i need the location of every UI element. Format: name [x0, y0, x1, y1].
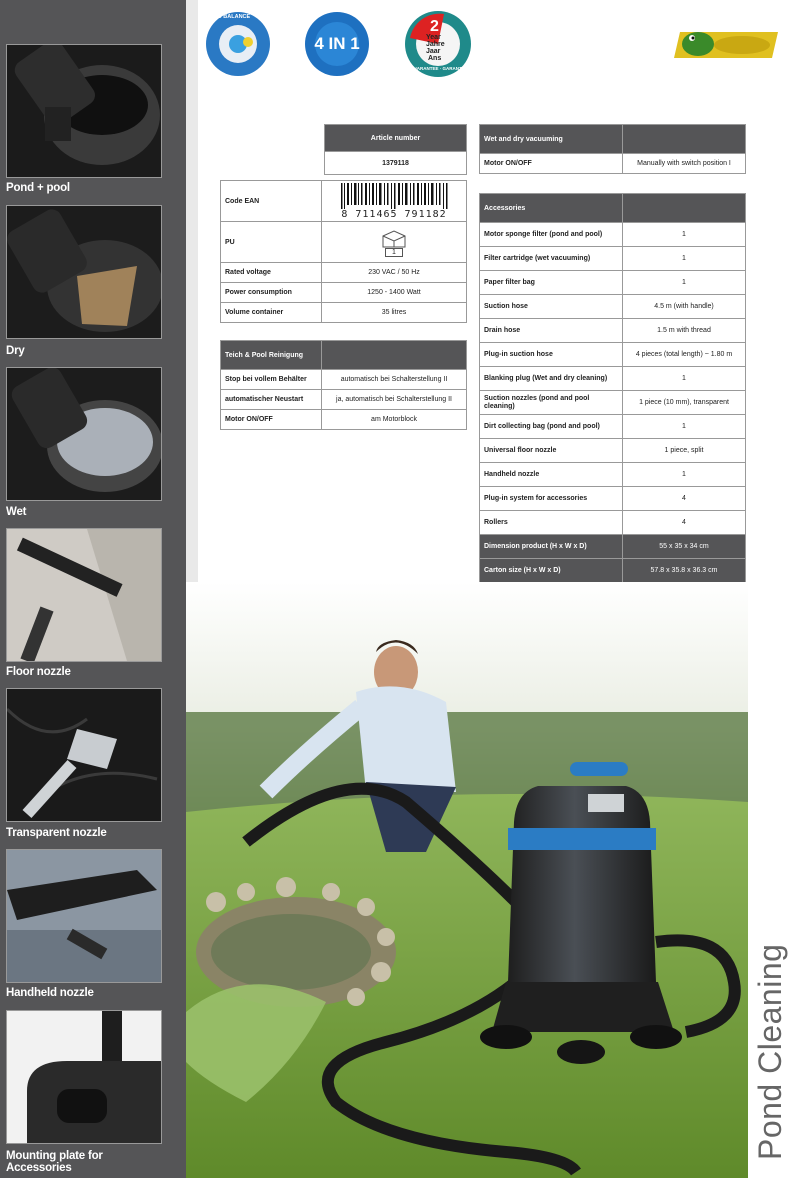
thumb-dry	[6, 205, 162, 339]
accessory-value: 4	[623, 487, 746, 511]
pu-value: 1	[385, 248, 403, 257]
sidebar-caption: Pond + pool	[6, 182, 70, 194]
accessory-value: 1	[623, 223, 746, 247]
spec-label: Volume container	[221, 303, 322, 323]
guarantee-year-line: Jahre	[426, 41, 445, 48]
accessory-label: Plug-in system for accessories	[480, 487, 623, 511]
thumb-pond-pool	[6, 44, 162, 178]
accessory-label: Handheld nozzle	[480, 463, 623, 487]
barcode	[322, 181, 467, 222]
guarantee-year-line: Ans	[428, 55, 442, 62]
accessories-header-blank	[623, 194, 746, 223]
accessory-label: Universal floor nozzle	[480, 439, 623, 463]
dimension-label: Dimension product (H x W x D)	[480, 535, 623, 559]
guarantee-number: 2	[430, 18, 439, 35]
accessory-value: 1	[623, 271, 746, 295]
thumb-transparent-nozzle	[6, 688, 162, 822]
teich-label: Motor ON/OFF	[221, 410, 322, 430]
sidebar-caption: Mounting plate for Accessories	[6, 1150, 103, 1174]
accessories-header: Accessories	[480, 194, 623, 223]
teich-label: Stop bei vollem Behälter	[221, 370, 322, 390]
product-photo	[186, 582, 748, 1178]
teich-value: am Motorblock	[322, 410, 467, 430]
spacer	[480, 174, 623, 194]
dimension-label: Carton size (H x W x D)	[480, 559, 623, 583]
guarantee-year-line: Jaar	[426, 48, 441, 55]
four-in-one-badge	[305, 12, 369, 76]
sidebar-caption: Wet	[6, 506, 27, 518]
accessory-label: Drain hose	[480, 319, 623, 343]
accessory-label: Filter cartridge (wet vacuuming)	[480, 247, 623, 271]
guarantee-ring-text: GUARANTEE · GARANTIE	[410, 66, 466, 71]
dimension-value: 55 x 35 x 34 cm	[623, 535, 746, 559]
accessory-value: 1	[623, 415, 746, 439]
accessory-label: Dirt collecting bag (pond and pool)	[480, 415, 623, 439]
wetdry-header: Wet and dry vacuuming	[480, 125, 623, 154]
spacer	[623, 174, 746, 194]
accessory-value: 1	[623, 367, 746, 391]
sidebar-caption: Handheld nozzle	[6, 987, 94, 999]
specs-table	[220, 180, 467, 323]
accessory-value: 1	[623, 463, 746, 487]
wetdry-label: Motor ON/OFF	[480, 154, 623, 174]
teich-header-blank	[322, 341, 467, 370]
article-table	[324, 124, 467, 175]
accessory-value: 1.5 m with thread	[623, 319, 746, 343]
thumb-floor-nozzle	[6, 528, 162, 662]
four-in-one-label: 4 IN 1	[314, 34, 360, 53]
sidebar	[0, 0, 186, 1178]
thumb-wet	[6, 367, 162, 501]
accessory-label: Suction nozzles (pond and pool cleaning)	[480, 391, 623, 415]
accessory-label: Paper filter bag	[480, 271, 623, 295]
accessory-value: 4	[623, 511, 746, 535]
dimension-value: 57.8 x 35.8 x 36.3 cm	[623, 559, 746, 583]
spec-value: 230 VAC / 50 Hz	[322, 263, 467, 283]
sidebar-caption: Floor nozzle	[6, 666, 71, 678]
accessory-value: 4 pieces (total length) ~ 1.80 m	[623, 343, 746, 367]
barcode-bars	[339, 183, 449, 209]
accessory-value: 1	[623, 247, 746, 271]
article-number: 1379118	[325, 152, 467, 175]
accessory-label: Suction hose	[480, 295, 623, 319]
thumb-mounting-plate	[6, 1010, 162, 1144]
guarantee-badge	[404, 10, 472, 78]
pu-cell	[322, 222, 467, 263]
spec-label: Code EAN	[221, 181, 322, 222]
thumb-handheld-nozzle	[6, 849, 162, 983]
spec-value: 1250 - 1400 Watt	[322, 283, 467, 303]
package-icon	[379, 228, 409, 248]
wetdry-table	[479, 124, 746, 583]
sidebar-caption: Transparent nozzle	[6, 827, 107, 839]
teich-label: automatischer Neustart	[221, 390, 322, 410]
brand-logo	[672, 26, 782, 62]
spec-label: Rated voltage	[221, 263, 322, 283]
accessory-label: Motor sponge filter (pond and pool)	[480, 223, 623, 247]
spec-value: 35 litres	[322, 303, 467, 323]
spec-label: Power consumption	[221, 283, 322, 303]
article-header: Article number	[325, 125, 467, 152]
vertical-title: Pond Cleaning	[752, 943, 788, 1160]
accessory-value: 1 piece (10 mm), transparent	[623, 391, 746, 415]
teich-header: Teich & Pool Reinigung	[221, 341, 322, 370]
ean-number: 8 711465 791182	[341, 209, 447, 220]
teich-table	[220, 340, 467, 430]
bio-balance-badge	[206, 12, 270, 76]
teich-value: automatisch bei Schalterstellung II	[322, 370, 467, 390]
bio-balance-label: BIO BALANCE	[212, 14, 251, 20]
teich-value: ja, automatisch bei Schalterstellung II	[322, 390, 467, 410]
sidebar-caption: Dry	[6, 345, 25, 357]
accessory-value: 1 piece, split	[623, 439, 746, 463]
accessory-label: Blanking plug (Wet and dry cleaning)	[480, 367, 623, 391]
accessory-label: Plug-in suction hose	[480, 343, 623, 367]
accessory-label: Rollers	[480, 511, 623, 535]
wetdry-header-blank	[623, 125, 746, 154]
guarantee-year-line: Year	[426, 34, 441, 41]
spec-label: PU	[221, 222, 322, 263]
wetdry-value: Manually with switch position I	[623, 154, 746, 174]
accessory-value: 4.5 m (with handle)	[623, 295, 746, 319]
